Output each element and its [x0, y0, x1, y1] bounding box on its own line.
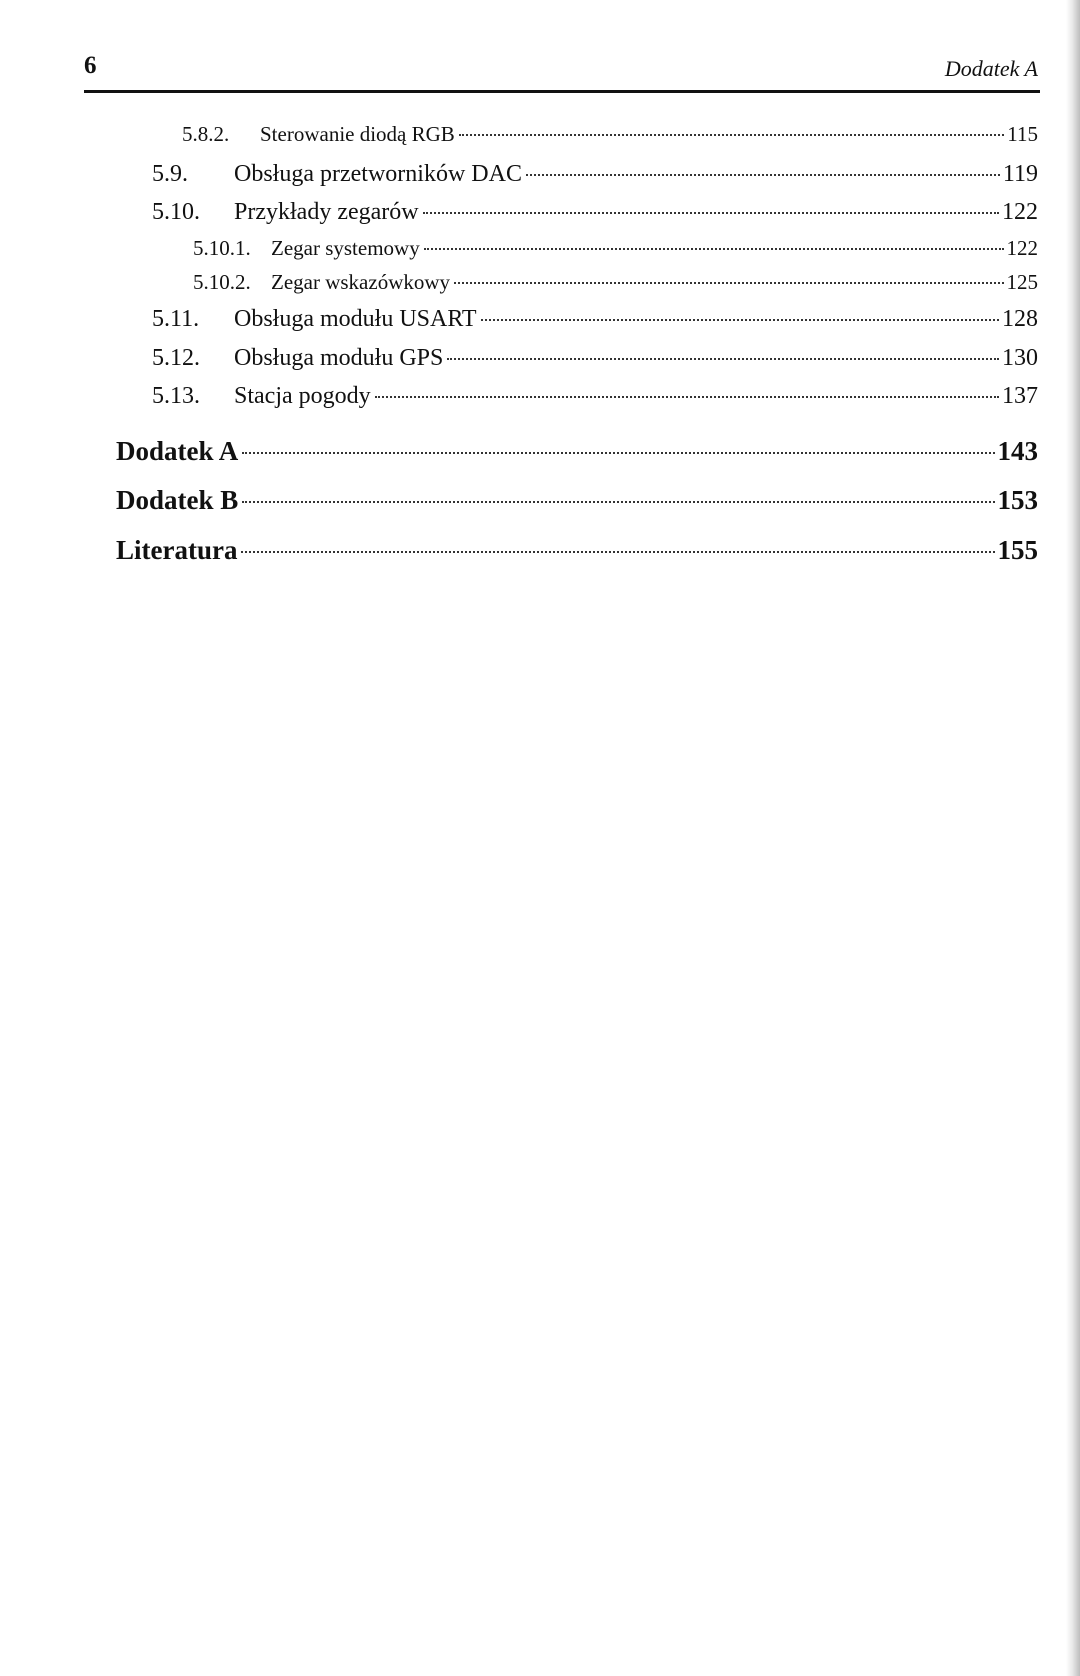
toc-dot-leader — [424, 248, 1004, 250]
toc-entry-page: 137 — [1002, 383, 1038, 409]
toc-entry-title: Stacja pogody — [234, 383, 371, 409]
toc-entry-page: 122 — [1002, 199, 1038, 225]
toc-entry-dodatek-b[interactable] — [116, 485, 1038, 516]
toc-entry-page: 125 — [1006, 270, 1038, 294]
toc-dot-leader — [423, 212, 999, 214]
toc-dot-leader — [447, 358, 999, 360]
toc-entry-5-12[interactable] — [152, 345, 1038, 372]
toc-entry-title: Przykłady zegarów — [234, 199, 419, 225]
toc-entry-number: 5.10. — [152, 199, 200, 225]
toc-entry-dodatek-a[interactable] — [116, 436, 1038, 467]
toc-entry-title: Dodatek A — [116, 436, 239, 466]
toc-dot-leader — [526, 174, 1000, 176]
toc-entry-page: 119 — [1002, 161, 1038, 187]
toc-dot-leader — [454, 282, 1003, 284]
running-title: Dodatek A — [944, 56, 1038, 81]
toc-entry-5-8-2[interactable] — [182, 122, 1038, 147]
toc-entry-title: Zegar systemowy — [271, 236, 420, 260]
toc-dot-leader — [241, 551, 994, 553]
toc-entry-5-13[interactable] — [152, 383, 1038, 410]
toc-entry-title: Obsługa modułu USART — [234, 306, 477, 332]
toc-entry-title: Obsługa przetworników DAC — [234, 161, 522, 187]
toc-entry-page: 128 — [1002, 306, 1038, 332]
toc-entry-page: 143 — [997, 436, 1038, 466]
toc-dot-leader — [242, 452, 994, 454]
toc-entry-page: 155 — [997, 535, 1038, 565]
toc-entry-5-10-2[interactable] — [193, 270, 1038, 295]
toc-entry-5-10-1[interactable] — [193, 236, 1038, 261]
toc-entry-5-9[interactable] — [152, 161, 1038, 188]
toc-entry-number: 5.13. — [152, 383, 200, 409]
toc-entry-number: 5.10.2. — [193, 270, 251, 294]
toc-entry-number: 5.11. — [152, 306, 200, 332]
toc-entry-title: Dodatek B — [116, 485, 239, 515]
toc-dot-leader — [459, 134, 1004, 136]
toc-entry-page: 115 — [1007, 122, 1038, 146]
toc-entry-page: 122 — [1006, 236, 1038, 260]
toc-entry-page: 153 — [997, 485, 1038, 515]
toc-entry-5-10[interactable] — [152, 199, 1038, 226]
toc-entry-page: 130 — [1002, 345, 1038, 371]
toc-entry-title: Sterowanie diodą RGB — [260, 122, 455, 146]
toc-entry-literatura[interactable] — [116, 535, 1038, 566]
toc-entry-title: Literatura — [116, 535, 238, 565]
toc-entry-number: 5.8.2. — [182, 122, 230, 146]
toc-dot-leader — [242, 501, 994, 503]
toc-entry-5-11[interactable] — [152, 306, 1038, 333]
toc-dot-leader — [375, 396, 999, 398]
toc-dot-leader — [481, 319, 999, 321]
toc-entry-title: Obsługa modułu GPS — [234, 345, 444, 371]
toc-entry-number: 5.9. — [152, 161, 188, 187]
toc-entry-number: 5.12. — [152, 345, 200, 371]
page-number: 6 — [84, 52, 97, 79]
toc-entry-number: 5.10.1. — [193, 236, 251, 260]
toc-entry-title: Zegar wskazówkowy — [271, 270, 451, 294]
